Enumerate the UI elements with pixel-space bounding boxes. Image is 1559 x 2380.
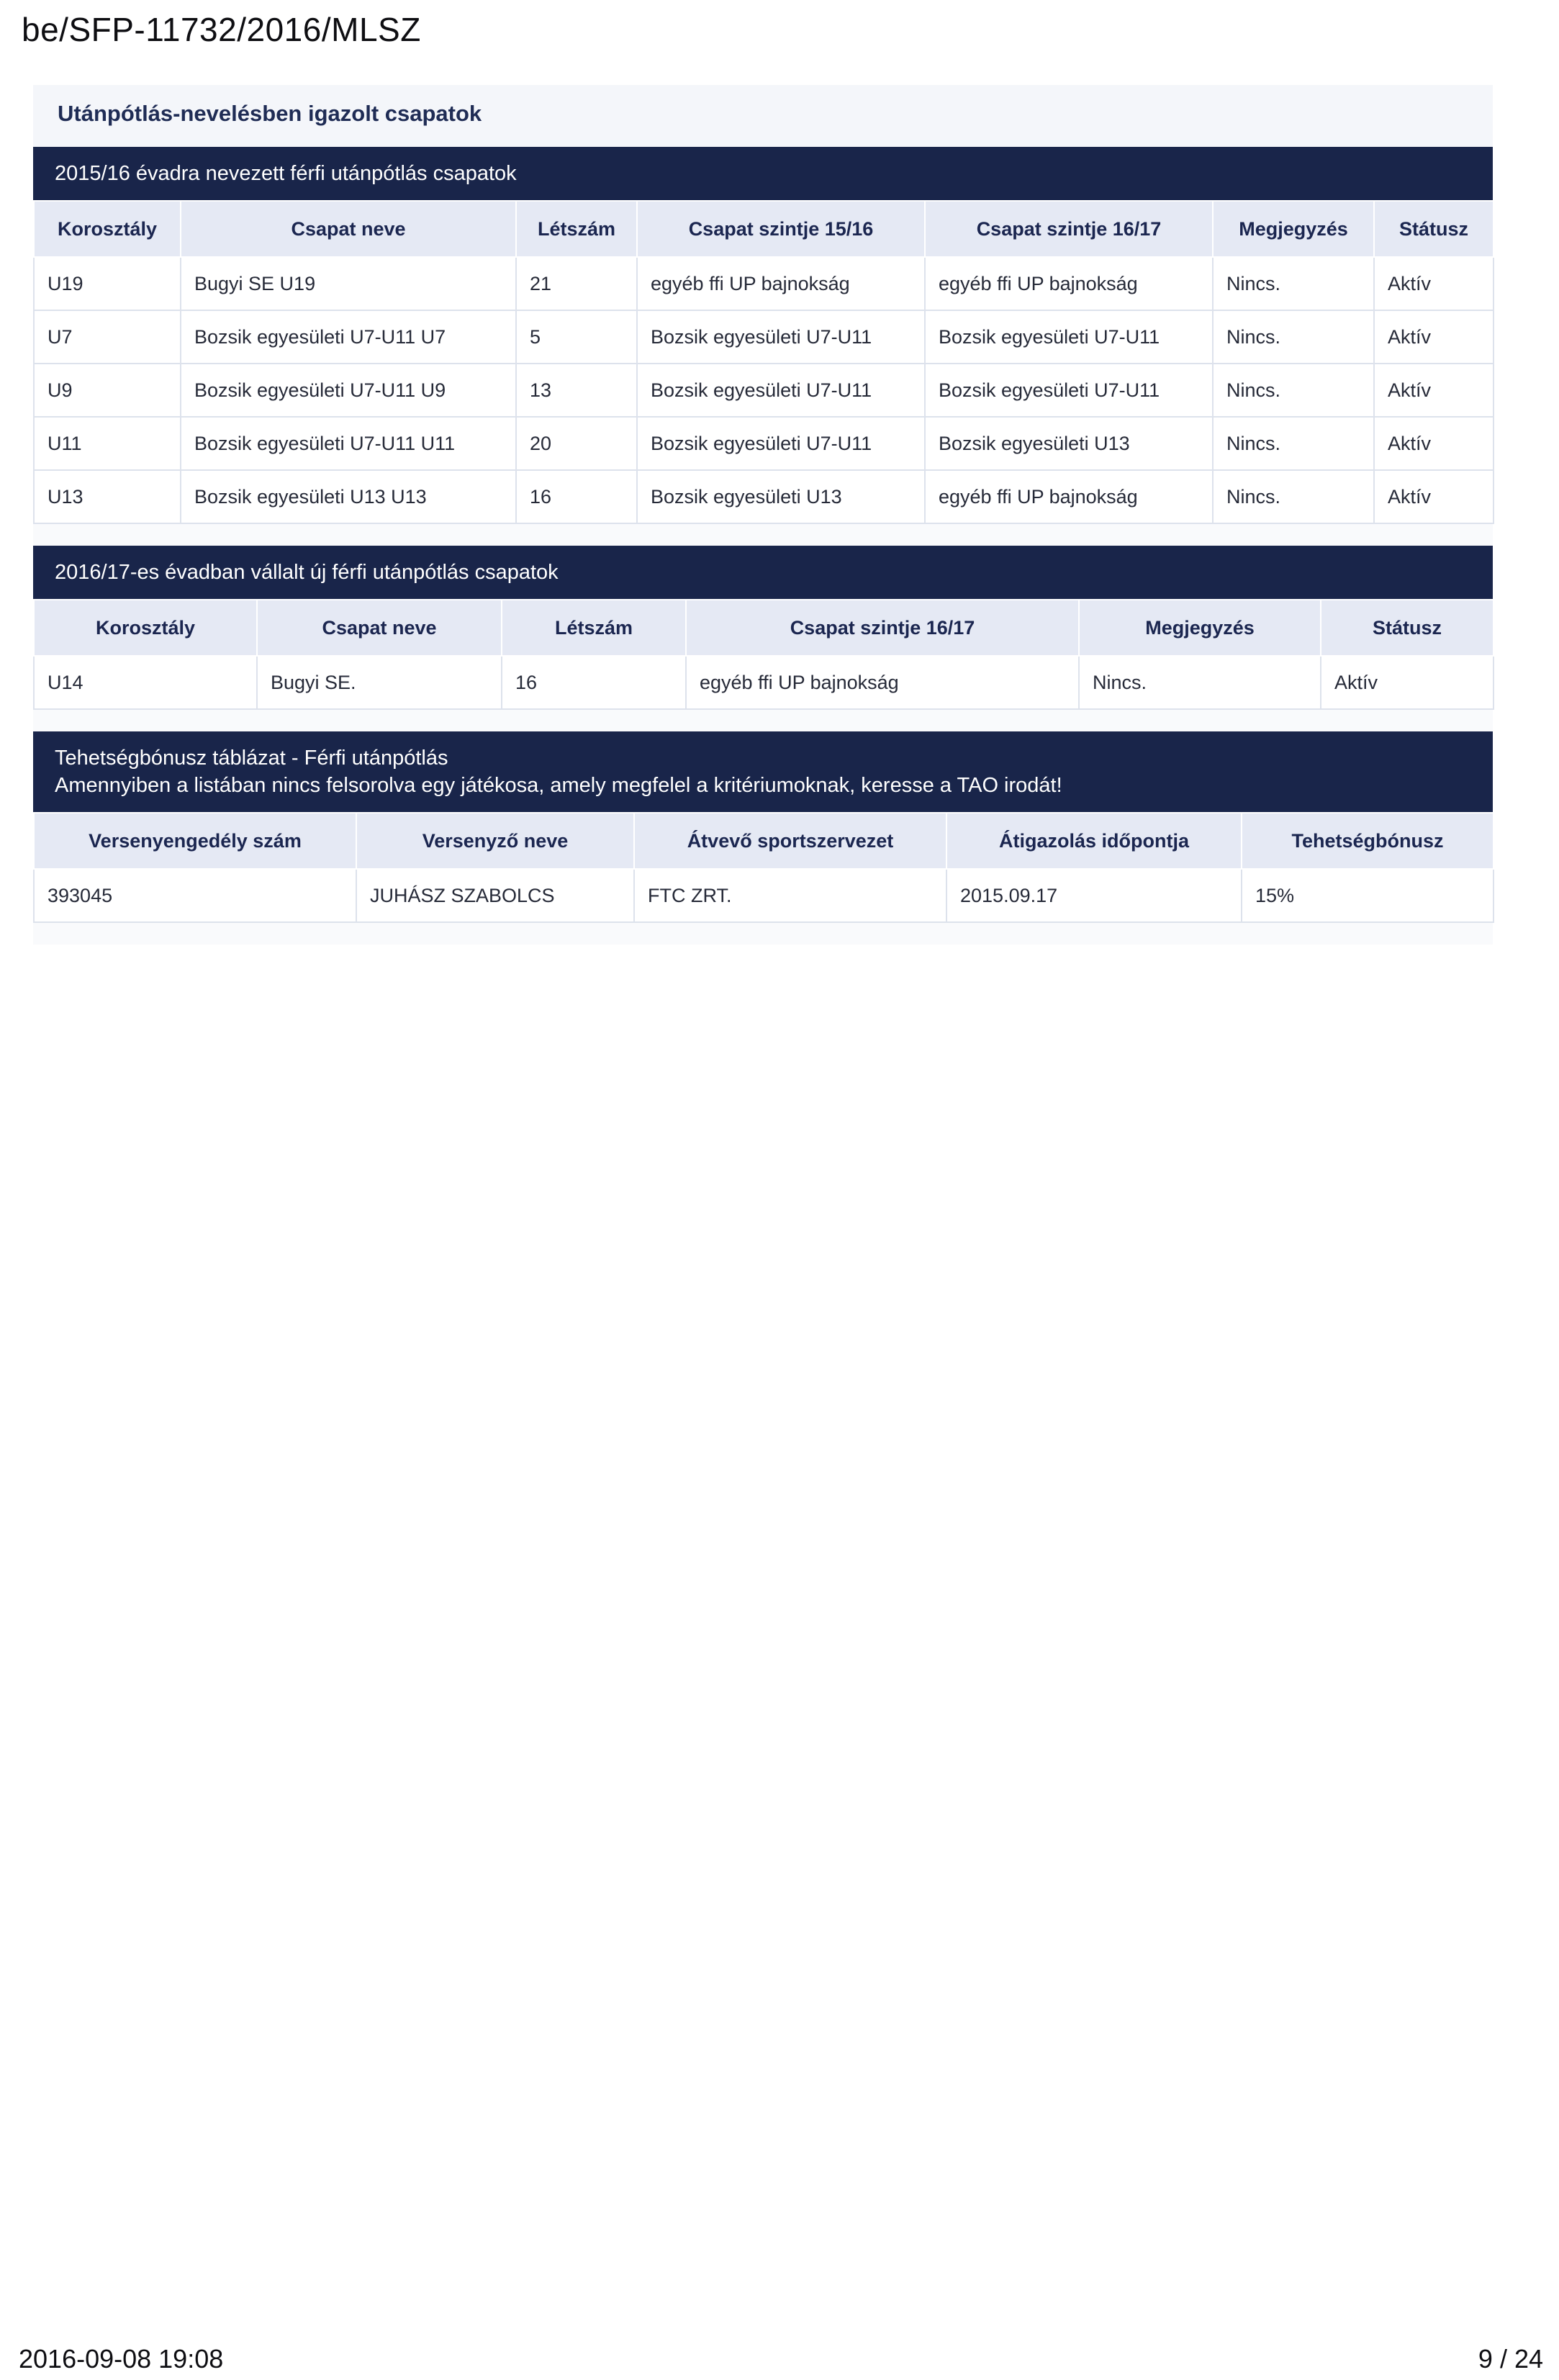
cell-team-name: Bozsik egyesületi U7-U11 U7 (181, 310, 516, 364)
column-header: Státusz (1374, 201, 1494, 257)
cell-level-15-16: Bozsik egyesületi U7-U11 (637, 364, 925, 417)
cell-transfer-date: 2015.09.17 (946, 869, 1242, 922)
column-header: Versenyengedély szám (34, 813, 356, 869)
column-header: Csapat neve (181, 201, 516, 257)
section-subtitle: Amennyiben a listában nincs felsorolva egy játékosa, amely megfelel a kritériumoknak, keresse a TAO irodát! (55, 774, 1062, 797)
cell-level-16-17: Bozsik egyesületi U13 (925, 417, 1213, 470)
table-header-row (34, 813, 1494, 869)
cell-player-name: JUHÁSZ SZABOLCS (356, 869, 634, 922)
cell-receiving-club: FTC ZRT. (634, 869, 946, 922)
section-2016-17-new-teams (33, 546, 1493, 710)
cell-note: Nincs. (1213, 364, 1374, 417)
cell-note: Nincs. (1213, 310, 1374, 364)
cell-level-15-16: Bozsik egyesületi U7-U11 (637, 310, 925, 364)
section-header (33, 147, 1493, 200)
table-row (34, 364, 1494, 417)
cell-age-group: U7 (34, 310, 181, 364)
column-header: Tehetségbónusz (1242, 813, 1494, 869)
cell-level-16-17: egyéb ffi UP bajnokság (686, 656, 1079, 709)
cell-status: Aktív (1374, 470, 1494, 523)
cell-age-group: U14 (34, 656, 257, 709)
document-id: be/SFP-11732/2016/MLSZ (22, 11, 421, 48)
section-header (33, 546, 1493, 599)
cell-status: Aktív (1374, 417, 1494, 470)
cell-status: Aktív (1321, 656, 1494, 709)
cell-level-16-17: egyéb ffi UP bajnokság (925, 470, 1213, 523)
column-header: Létszám (502, 600, 686, 656)
table-row (34, 656, 1494, 709)
cell-status: Aktív (1374, 310, 1494, 364)
cell-headcount: 5 (516, 310, 637, 364)
cell-team-name: Bozsik egyesületi U7-U11 U9 (181, 364, 516, 417)
section-2015-16-teams (33, 147, 1493, 524)
column-header: Csapat szintje 16/17 (925, 201, 1213, 257)
column-header: Csapat szintje 16/17 (686, 600, 1079, 656)
cell-status: Aktív (1374, 364, 1494, 417)
cell-note: Nincs. (1079, 656, 1321, 709)
cell-age-group: U9 (34, 364, 181, 417)
section-title: 2016/17-es évadban vállalt új férfi utánpótlás csapatok (55, 560, 559, 584)
cell-team-name: Bugyi SE U19 (181, 257, 516, 310)
table-row (34, 470, 1494, 523)
cell-headcount: 16 (502, 656, 686, 709)
teams-2016-17-table (33, 599, 1494, 710)
cell-talent-bonus: 15% (1242, 869, 1494, 922)
column-header: Versenyző neve (356, 813, 634, 869)
column-header: Létszám (516, 201, 637, 257)
section-title: 2015/16 évadra nevezett férfi utánpótlás csapatok (55, 161, 517, 185)
cell-headcount: 13 (516, 364, 637, 417)
cell-team-name: Bozsik egyesületi U13 U13 (181, 470, 516, 523)
cell-level-16-17: Bozsik egyesületi U7-U11 (925, 310, 1213, 364)
cell-status: Aktív (1374, 257, 1494, 310)
page-number: 9 / 24 (1478, 2344, 1543, 2374)
column-header: Státusz (1321, 600, 1494, 656)
table-row (34, 257, 1494, 310)
cell-level-16-17: Bozsik egyesületi U7-U11 (925, 364, 1213, 417)
cell-team-name: Bozsik egyesületi U7-U11 U11 (181, 417, 516, 470)
cell-level-15-16: Bozsik egyesületi U7-U11 (637, 417, 925, 470)
cell-level-15-16: Bozsik egyesületi U13 (637, 470, 925, 523)
cell-note: Nincs. (1213, 470, 1374, 523)
cell-headcount: 21 (516, 257, 637, 310)
cell-team-name: Bugyi SE. (257, 656, 502, 709)
column-header: Átigazolás időpontja (946, 813, 1242, 869)
column-header: Csapat szintje 15/16 (637, 201, 925, 257)
column-header: Csapat neve (257, 600, 502, 656)
table-header-row (34, 600, 1494, 656)
cell-age-group: U19 (34, 257, 181, 310)
cell-level-15-16: egyéb ffi UP bajnokság (637, 257, 925, 310)
cell-level-16-17: egyéb ffi UP bajnokság (925, 257, 1213, 310)
column-header: Megjegyzés (1079, 600, 1321, 656)
table-header-row (34, 201, 1494, 257)
cell-age-group: U11 (34, 417, 181, 470)
team-registration-panel (33, 85, 1493, 945)
column-header: Korosztály (34, 600, 257, 656)
table-row (34, 869, 1494, 922)
section-title: Tehetségbónusz táblázat - Férfi utánpótlás (55, 747, 448, 770)
cell-note: Nincs. (1213, 417, 1374, 470)
cell-age-group: U13 (34, 470, 181, 523)
column-header: Átvevő sportszervezet (634, 813, 946, 869)
cell-headcount: 20 (516, 417, 637, 470)
table-row (34, 417, 1494, 470)
column-header: Korosztály (34, 201, 181, 257)
print-timestamp: 2016-09-08 19:08 (19, 2344, 224, 2374)
panel-title: Utánpótlás-nevelésben igazolt csapatok (33, 85, 1493, 147)
section-header (33, 731, 1493, 812)
teams-2015-16-table (33, 200, 1494, 524)
column-header: Megjegyzés (1213, 201, 1374, 257)
cell-note: Nincs. (1213, 257, 1374, 310)
section-talent-bonus (33, 731, 1493, 923)
cell-license-number: 393045 (34, 869, 356, 922)
cell-headcount: 16 (516, 470, 637, 523)
table-row (34, 310, 1494, 364)
talent-bonus-table (33, 812, 1494, 923)
